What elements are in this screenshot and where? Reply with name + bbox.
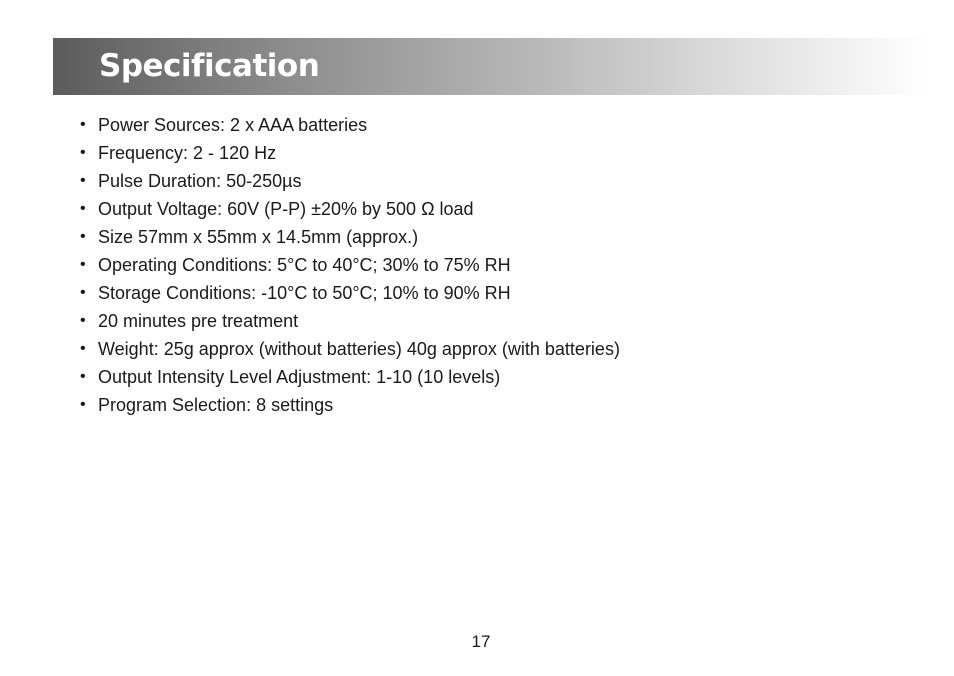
spec-item-intensity-adjustment: • Output Intensity Level Adjustment: 1-10 (10 levels) bbox=[80, 363, 620, 391]
spec-item-operating-conditions: • Operating Conditions: 5°C to 40°C; 30% to 75% RH bbox=[80, 251, 620, 279]
page-title: Specification bbox=[99, 48, 320, 84]
spec-item-weight: • Weight: 25g approx (without batteries) 40g approx (with batteries) bbox=[80, 335, 620, 363]
section-header-bar bbox=[53, 38, 929, 95]
spec-item-program-selection: • Program Selection: 8 settings bbox=[80, 391, 620, 419]
spec-list bbox=[80, 111, 620, 419]
spec-item-treatment-time: • 20 minutes pre treatment bbox=[80, 307, 620, 335]
spec-item-frequency: • Frequency: 2 - 120 Hz bbox=[80, 139, 620, 167]
spec-item-pulse-duration: • Pulse Duration: 50-250µs bbox=[80, 167, 620, 195]
spec-item-power-sources: • Power Sources: 2 x AAA batteries bbox=[80, 111, 620, 139]
spec-item-storage-conditions: • Storage Conditions: -10°C to 50°C; 10% to 90% RH bbox=[80, 279, 620, 307]
spec-item-size: • Size 57mm x 55mm x 14.5mm (approx.) bbox=[80, 223, 620, 251]
spec-item-output-voltage: • Output Voltage: 60V (P-P) ±20% by 500 Ω load bbox=[80, 195, 620, 223]
page-number: 17 bbox=[471, 632, 491, 651]
